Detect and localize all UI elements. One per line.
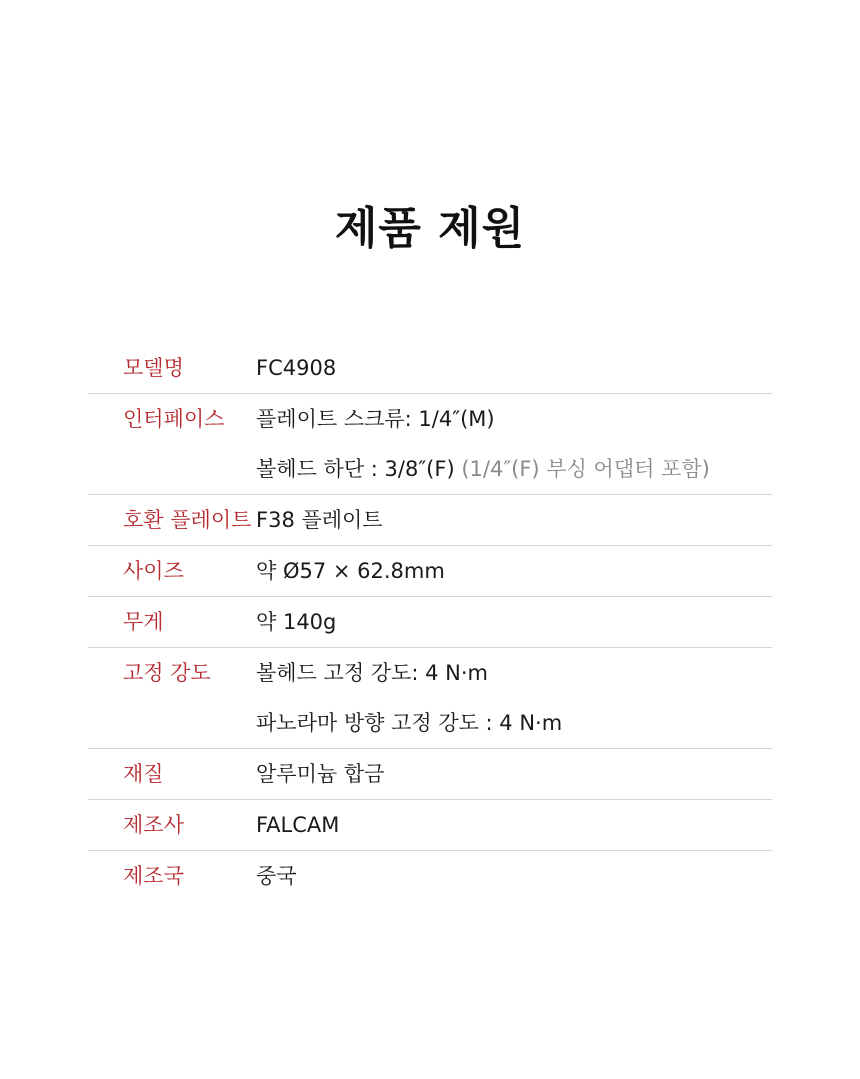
spec-label: 무게 [123, 610, 164, 634]
spec-value: 알루미늄 합금 [256, 762, 385, 786]
spec-row-manufacturer [88, 800, 772, 851]
spec-label: 인터페이스 [123, 407, 225, 431]
spec-values [256, 343, 772, 393]
spec-label: 사이즈 [123, 559, 184, 583]
spec-value: FC4908 [256, 356, 337, 380]
spec-values [256, 851, 772, 901]
spec-row-locking-strength [88, 648, 772, 749]
spec-row-material [88, 749, 772, 800]
spec-value: 파노라마 방향 고정 강도 : 4 N·m [256, 711, 563, 735]
spec-label: 재질 [123, 762, 164, 786]
spec-value: 중국 [256, 864, 297, 888]
spec-label: 호환 플레이트 [123, 508, 252, 532]
spec-label: 제조사 [123, 813, 184, 837]
spec-row-country [88, 851, 772, 901]
spec-table [88, 343, 772, 901]
spec-row-compatible-plate [88, 495, 772, 546]
spec-value: 볼헤드 고정 강도: 4 N·m [256, 661, 488, 685]
spec-values [256, 749, 772, 799]
spec-values [256, 394, 772, 494]
spec-value: 볼헤드 하단 : 3/8″(F) (1/4″(F) 부싱 어댑터 포함) [256, 457, 710, 481]
spec-row-size [88, 546, 772, 597]
spec-value: 약 Ø57 × 62.8mm [256, 559, 445, 583]
spec-row-interface [88, 394, 772, 495]
spec-values [256, 546, 772, 596]
spec-label: 고정 강도 [123, 661, 211, 685]
spec-values [256, 495, 772, 545]
spec-value: 약 140g [256, 610, 337, 634]
spec-values [256, 800, 772, 850]
spec-row-weight [88, 597, 772, 648]
spec-row-model [88, 343, 772, 394]
spec-values [256, 648, 772, 748]
spec-value: F38 플레이트 [256, 508, 383, 532]
spec-note: (1/4″(F) 부싱 어댑터 포함) [461, 457, 710, 481]
spec-label: 모델명 [123, 356, 184, 380]
page-title: 제품 제원 [334, 203, 526, 254]
spec-label: 제조국 [123, 864, 184, 888]
spec-values [256, 597, 772, 647]
spec-value: 플레이트 스크류: 1/4″(M) [256, 407, 495, 431]
spec-value: FALCAM [256, 813, 340, 837]
